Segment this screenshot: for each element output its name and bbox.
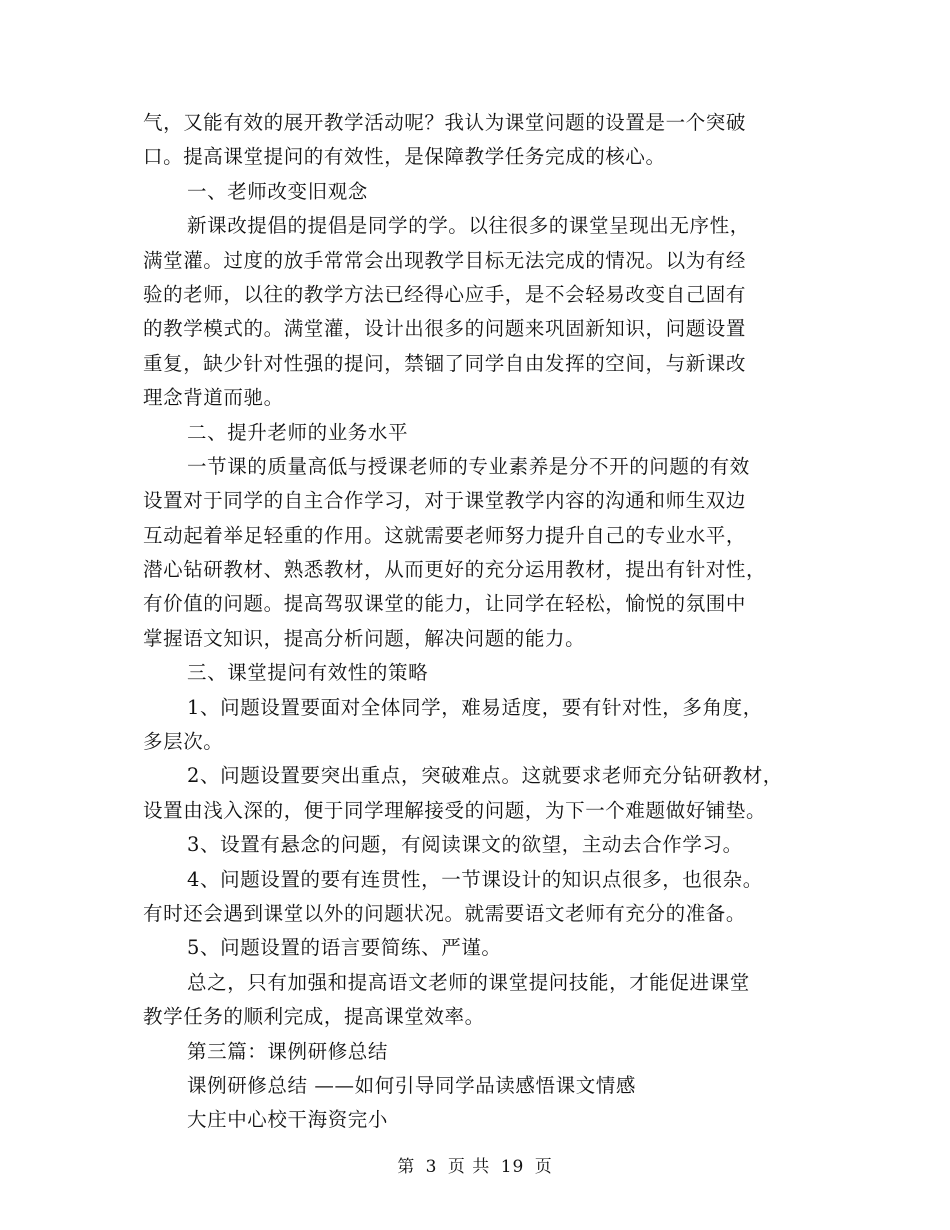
text-line: 设置由浅入深的，便于同学理解接受的问题，为下一个难题做好铺垫。	[143, 798, 767, 822]
text-line: 大庄中心校干海资完小	[187, 1108, 389, 1132]
text-line: 潜心钻研教材、熟悉教材，从而更好的充分运用教材，提出有针对性，	[143, 558, 767, 582]
text-line: 教学任务的顺利完成，提高课堂效率。	[143, 1005, 485, 1029]
text-line: 2、问题设置要突出重点，突破难点。这就要求老师充分钻研教材，	[187, 764, 783, 788]
text-line: 总之，只有加强和提高语文老师的课堂提问技能，才能促进课堂	[187, 970, 750, 994]
total-page-count: 19	[500, 1157, 525, 1177]
text-line: 互动起着举足轻重的作用。这就需要老师努力提升自己的专业水平，	[143, 523, 747, 547]
text-line: 口。提高课堂提问的有效性，是保障教学任务完成的核心。	[143, 145, 666, 169]
text-line: 有时还会遇到课堂以外的问题状况。就需要语文老师有充分的准备。	[143, 901, 747, 925]
page-label-middle: 页 共	[447, 1157, 491, 1177]
text-line: 重复，缺少针对性强的提问，禁锢了同学自由发挥的空间，与新课改	[143, 351, 747, 375]
text-line: 一、老师改变旧观念	[187, 179, 368, 203]
text-line: 课例研修总结 ——如何引导同学品读感悟课文情感	[187, 1073, 636, 1097]
text-line: 设置对于同学的自主合作学习，对于课堂教学内容的沟通和师生双边	[143, 489, 747, 513]
page-footer	[0, 1152, 950, 1177]
text-line: 验的老师，以往的教学方法已经得心应手，是不会轻易改变自己固有	[143, 282, 747, 306]
text-line: 5、问题设置的语言要简练、严谨。	[187, 936, 502, 960]
text-line: 4、问题设置的要有连贯性，一节课设计的知识点很多，也很杂。	[187, 867, 763, 891]
text-line: 有价值的问题。提高驾驭课堂的能力，让同学在轻松，愉悦的氛围中	[143, 592, 747, 616]
text-line: 掌握语文知识，提高分析问题，解决问题的能力。	[143, 626, 586, 650]
text-line: 1、问题设置要面对全体同学，难易适度，要有针对性，多角度，	[187, 695, 763, 719]
page-label-prefix: 第	[397, 1157, 416, 1177]
text-line: 3、设置有悬念的问题，有阅读课文的欲望，主动去合作学习。	[187, 833, 743, 857]
document-body	[143, 106, 823, 1138]
current-page-number: 3	[425, 1157, 438, 1177]
text-line: 气，又能有效的展开教学活动呢？我认为课堂问题的设置是一个突破	[143, 111, 747, 134]
text-line: 二、提升老师的业务水平	[187, 420, 409, 444]
text-line: 一节课的质量高低与授课老师的专业素养是分不开的问题的有效	[187, 454, 750, 478]
page-label-suffix: 页	[534, 1157, 553, 1177]
text-line: 新课改提倡的提倡是同学的学。以往很多的课堂呈现出无序性，	[187, 214, 750, 238]
text-line: 的教学模式的。满堂灌，设计出很多的问题来巩固新知识，问题设置	[143, 317, 747, 341]
text-line: 理念背道而驰。	[143, 386, 284, 410]
text-line: 第三篇：课例研修总结	[187, 1039, 389, 1063]
text-line: 多层次。	[143, 730, 224, 754]
text-line: 三、课堂提问有效性的策略	[187, 661, 429, 685]
text-line: 满堂灌。过度的放手常常会出现教学目标无法完成的情况。以为有经	[143, 248, 747, 272]
